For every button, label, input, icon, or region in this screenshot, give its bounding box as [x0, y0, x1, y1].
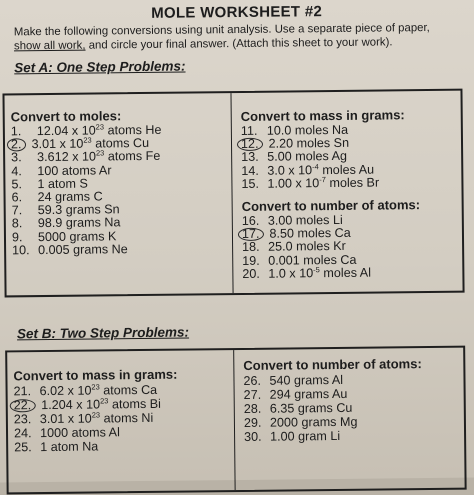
set-b-right-list	[243, 372, 422, 444]
set-b-heading: Set B: Two Step Problems:	[16, 324, 190, 342]
problem-number: 27.	[243, 387, 262, 402]
problem-exponent: 23	[99, 396, 109, 406]
problem-number: 22.	[10, 399, 36, 412]
problem-number: 23.	[13, 412, 32, 427]
problem-text: 1 atom S	[37, 176, 88, 191]
problem-number: 11.	[240, 123, 258, 138]
problem-text: 3.0 x 10	[267, 162, 313, 178]
set-b-left-list	[14, 383, 179, 455]
problem-number: 30.	[244, 429, 262, 444]
problem-number: 7.	[11, 203, 23, 218]
problem-exponent: -7	[319, 174, 326, 184]
problem-exponent: 23	[83, 135, 92, 145]
problem-number: 5.	[11, 177, 23, 192]
problem-unit: atoms Bi	[108, 396, 161, 412]
problem-text: 59.3 grams Sn	[37, 202, 120, 218]
problem-number: 19.	[242, 253, 260, 268]
problem-unit: atoms Fe	[104, 149, 161, 164]
problem-text: 0.005 grams Ne	[38, 241, 128, 257]
problem-text: 1 atom Na	[40, 439, 99, 455]
problem-text: 5000 grams K	[37, 228, 117, 244]
problem-number: 6.	[11, 190, 23, 205]
set-a-right-list-2	[242, 213, 421, 281]
problem-text: 1.0 x 10	[268, 265, 314, 281]
set-a-heading: Set A: One Step Problems:	[14, 58, 186, 76]
problem-unit: atoms Cu	[91, 136, 150, 151]
set-a-left-list	[11, 124, 163, 257]
problem-text: 1000 atoms Al	[39, 425, 120, 441]
problem-exponent: 23	[95, 122, 105, 132]
problem-text: 3.00 moles Li	[267, 212, 343, 228]
set-b-box	[5, 346, 466, 495]
problem-text: 2000 grams Mg	[269, 414, 358, 430]
set-a-right-heading-1: Convert to mass in grams:	[240, 107, 405, 124]
problem-number: 14.	[241, 163, 259, 178]
problem-text: 100 atoms Ar	[37, 162, 112, 178]
problem-number: 16.	[241, 213, 260, 228]
problem-text: 98.9 grams Na	[37, 215, 121, 231]
set-a-left-heading: Convert to moles:	[10, 108, 122, 125]
problem-unit: moles Au	[318, 162, 375, 177]
problem-number: 17.	[238, 228, 264, 241]
problem-number: 15.	[241, 176, 260, 191]
problem-number: 3.	[11, 150, 22, 165]
problem-text: 3.01 x 10	[39, 411, 92, 427]
problem-number: 25.	[14, 440, 32, 455]
problem-number: 28.	[243, 401, 262, 416]
set-a-right-heading-2: Convert to number of atoms:	[241, 197, 421, 214]
problem-number: 1.	[10, 124, 22, 139]
problem-exponent: 23	[95, 148, 105, 158]
problem-text: 24 grams C	[37, 189, 103, 205]
problem-number: 8.	[11, 216, 23, 231]
problem-text: 6.35 grams Cu	[269, 400, 353, 416]
problem-item	[242, 266, 421, 281]
set-b-left-column	[13, 367, 178, 455]
problem-number: 13.	[241, 150, 259, 165]
problem-text: 1.204 x 10	[41, 397, 101, 413]
problem-number: 9.	[11, 229, 23, 244]
problem-text: 3.612 x 10	[37, 149, 97, 165]
instructions-line-2-rest: and circle your final answer. (Attach this sheet to your work).	[85, 36, 393, 52]
set-a-left-column	[11, 108, 163, 257]
instructions-line-1: Make the following conversions using unit analysis. Use a separate piece of paper,	[13, 21, 430, 39]
problem-item	[12, 242, 163, 257]
problem-text: 3.01 x 10	[31, 136, 84, 152]
instructions	[14, 21, 454, 54]
problem-text: 0.001 moles Ca	[268, 252, 357, 268]
problem-text: 5.00 moles Ag	[267, 149, 348, 165]
problem-number: 18.	[242, 240, 260, 255]
problem-number: 12.	[237, 138, 263, 151]
problem-text: 1.00 gram Li	[270, 428, 341, 444]
set-b-left-heading: Convert to mass in grams:	[13, 366, 178, 384]
problem-text: 6.02 x 10	[39, 383, 92, 399]
set-a-right-column	[241, 107, 421, 281]
problem-unit: moles Al	[319, 265, 372, 280]
problem-unit: atoms He	[103, 122, 162, 138]
problem-exponent: 23	[91, 410, 101, 420]
problem-unit: moles Br	[325, 175, 380, 190]
problem-unit: atoms Ni	[99, 410, 154, 426]
set-a-box	[2, 89, 464, 298]
problem-unit: atoms Ca	[99, 382, 158, 398]
problem-exponent: -4	[312, 161, 319, 171]
set-a-divider	[230, 93, 233, 293]
problem-number: 2.	[7, 138, 26, 151]
set-b-right-heading: Convert to number of atoms:	[243, 356, 422, 373]
problem-number: 21.	[13, 384, 32, 399]
problem-text: 2.20 moles Sn	[268, 136, 350, 151]
problem-item	[14, 439, 178, 455]
problem-number: 20.	[242, 266, 260, 281]
problem-exponent: 23	[91, 382, 100, 392]
instructions-underlined: show all work,	[13, 39, 86, 53]
problem-text: 294 grams Au	[269, 386, 348, 402]
problem-number: 4.	[11, 163, 22, 178]
problem-text: 8.50 moles Ca	[269, 225, 351, 241]
problem-exponent: -5	[313, 264, 320, 274]
set-b-right-column	[243, 356, 422, 444]
problem-number: 24.	[13, 426, 32, 441]
problem-number: 26.	[243, 373, 262, 388]
problem-number: 29.	[243, 415, 262, 430]
problem-text: 25.0 moles Kr	[268, 239, 346, 255]
problem-item	[244, 428, 423, 444]
page-title: MOLE WORKSHEET #2	[151, 3, 323, 22]
set-b-divider	[233, 350, 235, 490]
problem-text: 12.04 x 10	[36, 123, 96, 139]
problem-text: 1.00 x 10	[267, 175, 320, 191]
problem-text: 10.0 moles Na	[266, 122, 349, 138]
problem-text: 540 grams Al	[269, 372, 344, 388]
set-a-right-list-1	[241, 123, 420, 191]
problem-number: 10.	[12, 242, 30, 258]
